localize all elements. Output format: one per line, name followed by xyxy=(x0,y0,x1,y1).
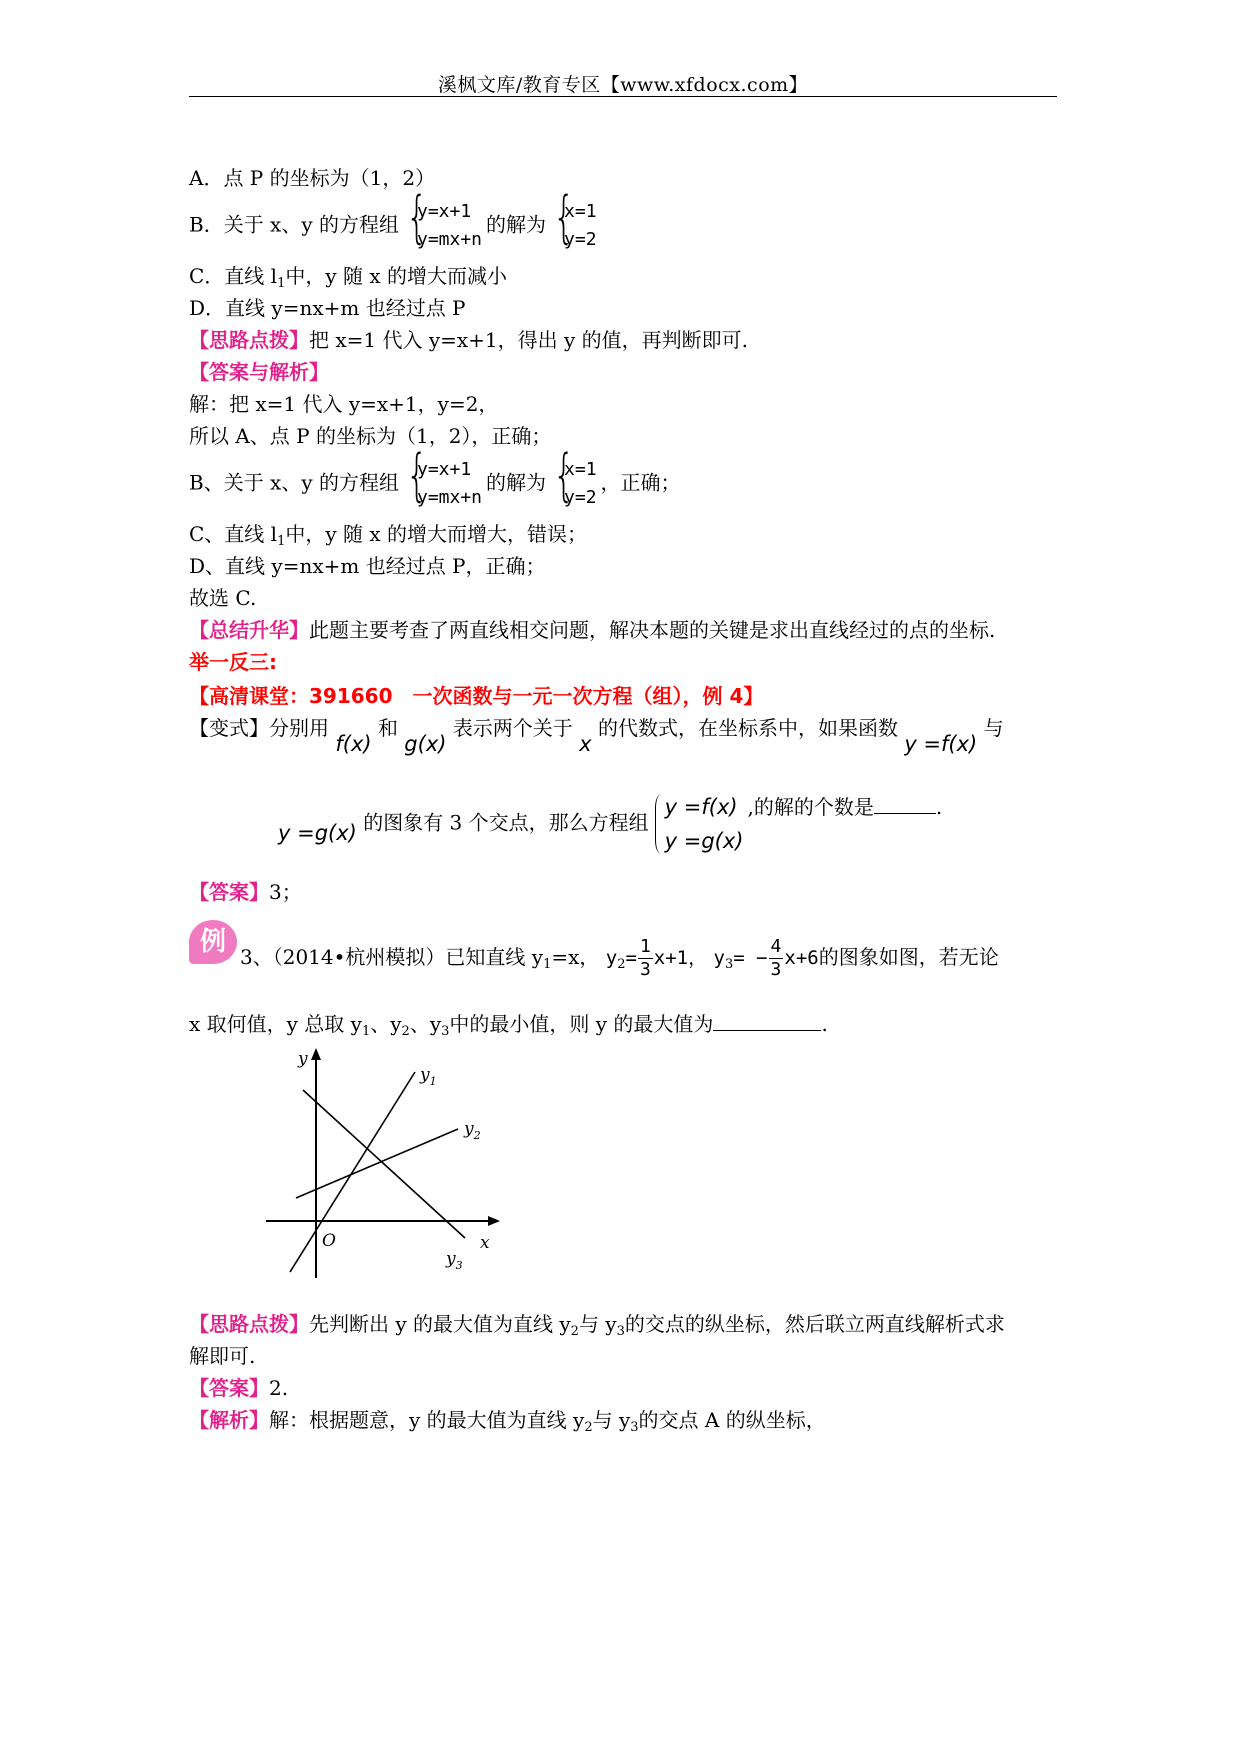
answer-blank[interactable] xyxy=(713,1012,821,1031)
example-badge: 例 xyxy=(189,920,237,964)
line-y3 xyxy=(303,1090,465,1238)
fraction xyxy=(638,936,653,981)
answer-1-line-6: 故选 C. xyxy=(189,586,257,610)
answer-label: 【答案与解析】 xyxy=(189,360,329,384)
y1-label xyxy=(419,1065,437,1088)
solution: y=2 xyxy=(564,229,597,250)
summary-label: 【总结升华】 xyxy=(189,618,309,642)
origin-label: O xyxy=(322,1231,336,1251)
equation: y=mx+n xyxy=(417,487,483,508)
denominator: 3 xyxy=(639,959,651,980)
text: 与 y xyxy=(592,1408,631,1432)
subscript: 1 xyxy=(543,957,552,972)
equation: { y=x+1 xyxy=(417,459,472,480)
text: 与 xyxy=(983,716,1004,740)
option-c xyxy=(189,264,507,292)
y1-label-main: y xyxy=(420,1065,430,1085)
summary-text: 此题主要考查了两直线相交问题，解决本题的关键是求出直线经过的点的坐标. xyxy=(309,618,996,642)
text: 的交点 A 的纵坐标， xyxy=(638,1408,826,1432)
subscript: 3 xyxy=(724,957,734,972)
extra-title: 举一反三: xyxy=(189,650,277,674)
subscript: 2 xyxy=(617,957,626,972)
option-b xyxy=(189,198,601,254)
answer-1-line-3 xyxy=(189,456,681,512)
hint-2-line-2: 解即可. xyxy=(189,1344,256,1368)
text: 分别用 xyxy=(269,716,329,740)
text: 先判断出 y 的最大值为直线 y xyxy=(309,1312,571,1336)
variant-line-1 xyxy=(189,716,1004,756)
text: 的图象有 3 个交点，那么方程组 xyxy=(363,810,649,835)
text: 、y xyxy=(370,1012,402,1036)
text: 中的最小值，则 y 的最大值为 xyxy=(449,1012,714,1036)
subscript: 3 xyxy=(441,1024,450,1039)
analysis-label: 【解析】 xyxy=(189,1408,269,1432)
math-yf: y =f(x) xyxy=(904,732,978,756)
math-expr: x+6 xyxy=(784,947,819,969)
y2-label xyxy=(463,1119,481,1142)
subscript: 1 xyxy=(361,1024,371,1039)
equation: y=mx+n xyxy=(417,229,483,250)
example-3-line-2 xyxy=(189,1012,828,1040)
option-d: D．直线 y=nx+m 也经过点 P xyxy=(189,296,466,320)
option-b-prefix: B．关于 x、y 的方程组 xyxy=(189,212,399,237)
answer-1-label xyxy=(189,360,329,384)
option-c-text: 中，y 随 x 的增大而减小 xyxy=(285,264,507,288)
answer-label: 【答案】 xyxy=(189,880,269,904)
class-link-line: 【高清课堂：391660 一次函数与一元一次方程（组），例 4】 xyxy=(189,684,764,708)
equation: y =f(x) xyxy=(664,795,738,819)
solution: { x=1 xyxy=(564,459,597,480)
solution: { x=1 xyxy=(564,201,597,222)
text: =x， xyxy=(551,945,600,969)
subscript: 2 xyxy=(401,1024,410,1039)
answer-label: 【答案】 xyxy=(189,1376,269,1400)
math-y: y xyxy=(605,947,618,969)
equation-system xyxy=(403,456,482,512)
math-f: f(x) xyxy=(335,732,372,756)
example-3-line-1 xyxy=(240,936,999,981)
y3-label xyxy=(445,1249,463,1272)
summary xyxy=(189,618,995,642)
text: 的代数式，在坐标系中，如果函数 xyxy=(597,716,898,740)
subscript: 3 xyxy=(616,1324,625,1339)
text: . xyxy=(935,794,943,819)
math-x: x xyxy=(579,732,592,756)
hint-label: 【思路点拨】 xyxy=(189,1312,309,1336)
y2-label-main: y xyxy=(464,1119,474,1139)
subscript: 2 xyxy=(584,1420,593,1435)
option-b-system xyxy=(403,198,482,254)
text: 与 y xyxy=(578,1312,617,1336)
variant-line-2 xyxy=(278,790,942,858)
y-axis-arrow xyxy=(311,1048,321,1060)
y-axis-label: y xyxy=(298,1049,308,1069)
answer-1-line-5: D、直线 y=nx+m 也经过点 P，正确； xyxy=(189,554,546,578)
text: 表示两个关于 xyxy=(452,716,573,740)
text: 的交点的纵坐标，然后联立两直线解析式求 xyxy=(624,1312,1005,1336)
text: 的解为 xyxy=(486,470,547,495)
subscript: 2 xyxy=(570,1324,579,1339)
analysis xyxy=(189,1408,826,1436)
line-y1 xyxy=(290,1072,415,1272)
numerator: 4 xyxy=(770,936,782,957)
text: ,的解的个数是 xyxy=(747,794,874,819)
option-b-solution xyxy=(550,198,597,254)
answer-1-line-1: 解：把 x=1 代入 y=x+1，y=2， xyxy=(189,392,499,416)
equation: y =g(x) xyxy=(664,829,744,853)
option-a: A．点 P 的坐标为（1，2） xyxy=(189,166,436,190)
math-g: g(x) xyxy=(404,732,447,756)
text: C、直线 l xyxy=(189,522,278,546)
text: 和 xyxy=(377,716,398,740)
fraction xyxy=(769,936,784,981)
numerator: 1 xyxy=(639,936,651,957)
hint-1 xyxy=(189,328,748,352)
subscript: 1 xyxy=(277,534,286,549)
denominator: 3 xyxy=(770,959,782,980)
header-divider xyxy=(189,96,1057,97)
answer-2 xyxy=(189,880,302,904)
hint-label: 【思路点拨】 xyxy=(189,328,309,352)
hint-2-line-1 xyxy=(189,1312,1005,1340)
text: ，正确； xyxy=(600,470,681,495)
option-b-mid: 的解为 xyxy=(486,212,547,237)
solution-system xyxy=(550,456,597,512)
math-yg: y =g(x) xyxy=(278,820,357,845)
text: B、关于 x、y 的方程组 xyxy=(189,470,399,495)
text: 、y xyxy=(409,1012,442,1036)
variant-system xyxy=(653,790,744,858)
y3-label-sub: 3 xyxy=(455,1259,463,1272)
variant-label: 【变式】 xyxy=(189,716,269,740)
math-eq: = − xyxy=(733,947,768,969)
solution: y=2 xyxy=(564,487,597,508)
answer-3 xyxy=(189,1376,288,1400)
text: 解：根据题意，y 的最大值为直线 y xyxy=(269,1408,585,1432)
text: . xyxy=(821,1012,828,1036)
math-expr: x+1， xyxy=(653,947,708,969)
text: 中，y 随 x 的增大而增大，错误； xyxy=(285,522,587,546)
equation: { y=x+1 xyxy=(417,201,472,222)
answer-text: 2. xyxy=(269,1376,289,1400)
subscript: 1 xyxy=(277,276,286,291)
answer-1-line-2: 所以 A、点 P 的坐标为（1，2），正确； xyxy=(189,424,552,448)
answer-1-line-4 xyxy=(189,522,587,550)
math-y: y xyxy=(713,947,725,969)
text: 的图象如图，若无论 xyxy=(818,945,999,969)
option-c-text: C．直线 l xyxy=(189,264,278,288)
math-eq: = xyxy=(625,947,637,969)
y1-label-sub: 1 xyxy=(429,1075,437,1088)
line-y2 xyxy=(296,1129,458,1198)
line-graph xyxy=(260,1040,510,1280)
x-axis-label: x xyxy=(480,1233,490,1253)
y2-label-sub: 2 xyxy=(473,1129,481,1142)
hint-text: 把 x=1 代入 y=x+1，得出 y 的值，再判断即可. xyxy=(309,328,749,352)
answer-blank[interactable] xyxy=(874,795,936,814)
subscript: 3 xyxy=(630,1420,639,1435)
page-header: 溪枫文库/教育专区【www.xfdocx.com】 xyxy=(437,74,809,96)
x-axis-arrow xyxy=(488,1216,500,1226)
text: 3、（2014•杭州模拟）已知直线 y xyxy=(240,945,544,969)
text: x 取何值，y 总取 y xyxy=(189,1012,362,1036)
y3-label-main: y xyxy=(446,1249,456,1269)
answer-text: 3； xyxy=(269,880,302,904)
